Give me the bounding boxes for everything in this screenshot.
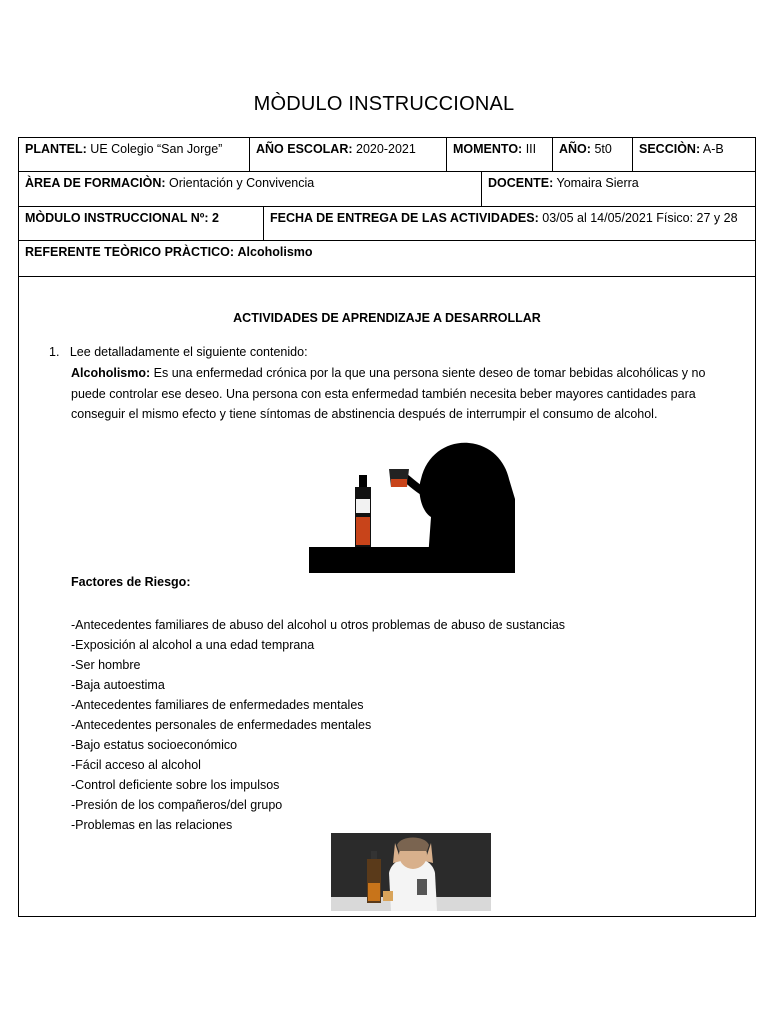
silhouette-drinker-image (309, 439, 515, 573)
list-item: -Presión de los compañeros/del grupo (71, 798, 283, 812)
definition-text: Es una enfermedad crónica por la que una persona siente deseo de tomar bebidas alcohólicas y no puede controlar ese deseo. Una persona con esta enfermedad también necesita beber mayores cantidades para conseguir el mismo efecto y tiene síntomas de abstinencia después de interrumpir el consumo de alcohol. (71, 366, 706, 421)
docente-cell (482, 172, 757, 206)
header-row-4 (19, 241, 755, 277)
item-number: 1. (49, 345, 60, 359)
momento-cell (447, 138, 553, 171)
anio-escolar-value: 2020-2021 (356, 142, 416, 156)
area-cell (19, 172, 482, 206)
referente-cell (19, 241, 757, 276)
area-value: Orientación y Convivencia (169, 176, 315, 190)
list-item: -Ser hombre (71, 658, 141, 672)
seccion-label: SECCIÒN: (639, 142, 701, 156)
list-item: -Exposición al alcohol a una edad temprana (71, 638, 315, 652)
anio-escolar-cell (250, 138, 447, 171)
seccion-cell (633, 138, 757, 171)
definition-term: Alcoholismo: (71, 366, 151, 380)
docente-value: Yomaira Sierra (556, 176, 639, 190)
docente-label: DOCENTE: (488, 176, 554, 190)
fecha-value: 03/05 al 14/05/2021 Físico: 27 y 28 (542, 211, 738, 225)
list-item: -Fácil acceso al alcohol (71, 758, 201, 772)
modulo-cell (19, 207, 264, 240)
header-row-2 (19, 172, 755, 207)
risk-factors-title: Factores de Riesgo: (71, 575, 191, 589)
fecha-label: FECHA DE ENTREGA DE LAS ACTIVIDADES: (270, 211, 539, 225)
referente-label: REFERENTE TEÒRICO PRÀCTICO: (25, 245, 235, 259)
header-row-3 (19, 207, 755, 241)
list-item: -Antecedentes familiares de abuso del alcohol u otros problemas de abuso de sustancias (71, 618, 566, 632)
module-table (18, 137, 756, 917)
plantel-cell (19, 138, 250, 171)
area-label: ÀREA DE FORMACIÒN: (25, 176, 166, 190)
activities-title: ACTIVIDADES DE APRENDIZAJE A DESARROLLAR (233, 311, 541, 325)
modulo-label: MÒDULO INSTRUCCIONAL Nº: 2 (25, 211, 219, 225)
activities-section (19, 277, 755, 918)
list-item (49, 345, 308, 359)
list-item: -Bajo estatus socioeconómico (71, 738, 238, 752)
document-title: MÒDULO INSTRUCCIONAL (253, 93, 515, 115)
anio-escolar-label: AÑO ESCOLAR: (256, 142, 353, 156)
plantel-value: UE Colegio “San Jorge” (90, 142, 223, 156)
risk-factors-list (71, 615, 565, 835)
list-item: -Antecedentes familiares de enfermedades mentales (71, 698, 364, 712)
plantel-label: PLANTEL: (25, 142, 87, 156)
man-with-whiskey-image (331, 833, 491, 911)
list-item: -Baja autoestima (71, 678, 165, 692)
list-item: -Antecedentes personales de enfermedades mentales (71, 718, 372, 732)
momento-label: MOMENTO: (453, 142, 523, 156)
anio-cell (553, 138, 633, 171)
anio-value: 5t0 (594, 142, 612, 156)
list-item: -Problemas en las relaciones (71, 818, 233, 832)
fecha-cell (264, 207, 757, 240)
header-row-1 (19, 138, 755, 172)
list-item: -Control deficiente sobre los impulsos (71, 778, 280, 792)
referente-value: Alcoholismo (237, 245, 313, 259)
seccion-value: A-B (702, 142, 724, 156)
momento-value: III (525, 142, 537, 156)
anio-label: AÑO: (559, 142, 591, 156)
item-text: Lee detalladamente el siguiente contenido: (69, 345, 308, 359)
definition-paragraph (71, 363, 741, 425)
